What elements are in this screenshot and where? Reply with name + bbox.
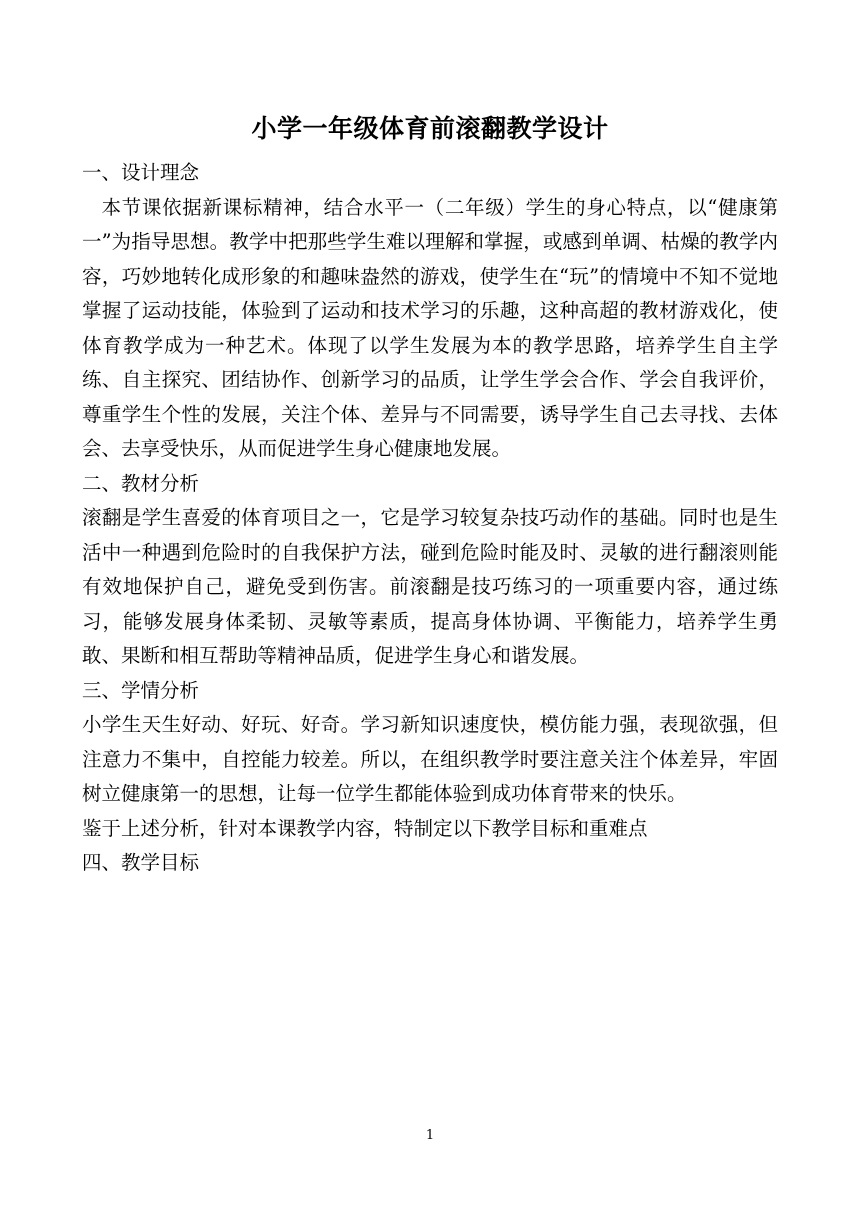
section-summary-line: 鉴于上述分析，针对本课教学内容，特制定以下教学目标和重难点: [82, 816, 648, 840]
document-body: [82, 156, 778, 881]
section-heading-teaching-goals: 四、教学目标: [82, 851, 200, 874]
section-paragraph-design-concept: 本节课依据新课标精神，结合水平一（二年级）学生的身心特点，以“健康第一”为指导思想。教学中把那些学生难以理解和掌握，或感到单调、枯燥的教学内容，巧妙地转化成形象的和趣味盎然的游戏，使学生在“玩”的情境中不知不觉地掌握了运动技能，体验到了运动和技术学习的乐趣，这种高超的教材游戏化，使体育教学成为一种艺术。体现了以学生发展为本的教学思路，培养学生自主学练、自主探究、团结协作、创新学习的品质，让学生学会合作、学会自我评价，尊重学生个性的发展，关注个体、差异与不同需要，诱导学生自己去寻找、去体会、去享受快乐，从而促进学生身心健康地发展。: [82, 195, 778, 460]
document-title: 小学一年级体育前滚翻教学设计: [251, 114, 609, 143]
page-number: 1: [425, 1128, 435, 1143]
section-paragraph-student-analysis: 小学生天生好动、好玩、好奇。学习新知识速度快，模仿能力强，表现欲强，但注意力不集中，自控能力较差。所以，在组织教学时要注意关注个体差异，牢固树立健康第一的思想，让每一位学生都能体验到成功体育带来的快乐。: [82, 713, 778, 805]
section-heading-material-analysis: 二、教材分析: [82, 471, 200, 495]
section-heading-student-analysis: 三、学情分析: [82, 678, 200, 702]
section-heading-design-concept: 一、设计理念: [82, 161, 200, 184]
section-paragraph-material-analysis: 滚翻是学生喜爱的体育项目之一，它是学习较复杂技巧动作的基础。同时也是生活中一种遇到危险时的自我保护方法，碰到危险时能及时、灵敏的进行翻滚则能有效地保护自己，避免受到伤害。前滚翻是技巧练习的一项重要内容，通过练习，能够发展身体柔韧、灵敏等素质，提高身体协调、平衡能力，培养学生勇敢、果断和相互帮助等精神品质，促进学生身心和谐发展。: [82, 506, 778, 667]
